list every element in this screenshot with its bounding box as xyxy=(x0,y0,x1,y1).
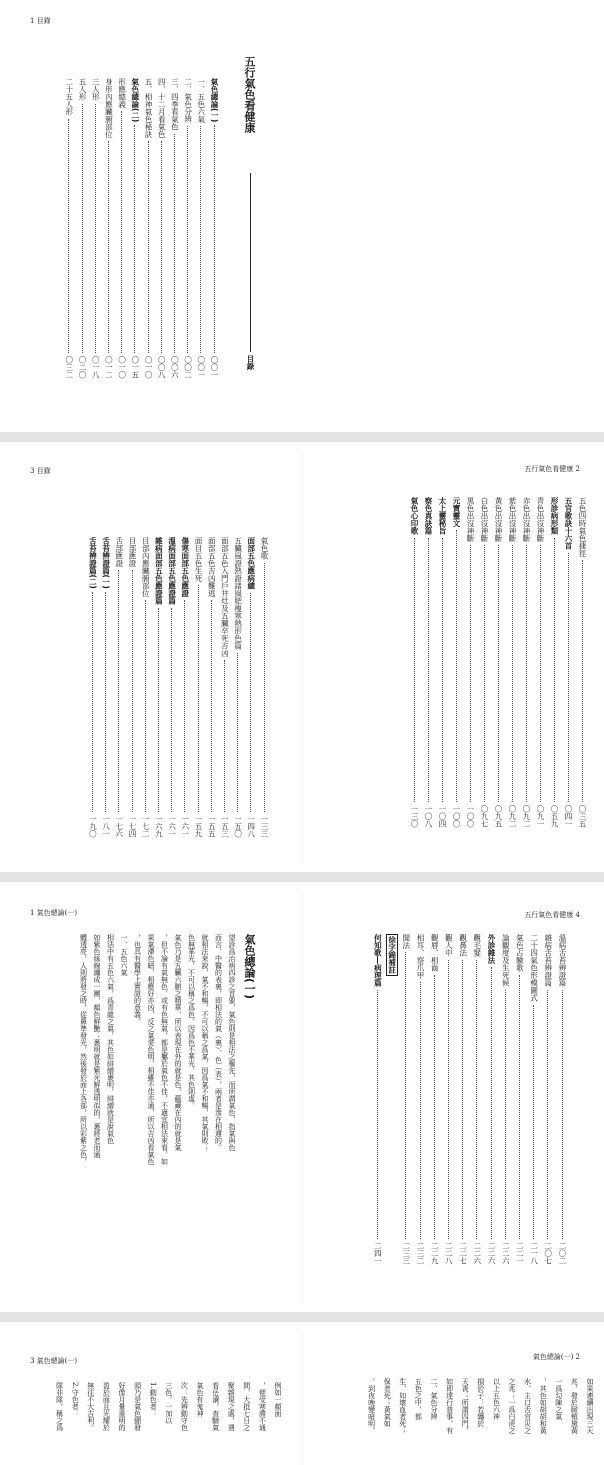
toc-entry xyxy=(464,497,476,827)
leader-dots xyxy=(121,111,122,353)
toc-page-number: 二二六 xyxy=(501,1241,511,1264)
toc-entry xyxy=(182,78,194,378)
toc-page-number: 〇一〇 xyxy=(144,355,153,378)
toc-entry-label: 目部內應臟腑部位 xyxy=(141,537,151,597)
text-column: 看岳瀆，查驗氣 xyxy=(211,1382,220,1431)
toc-entry xyxy=(556,934,568,1264)
toc-entry-label: 青色出沒神斷 xyxy=(536,497,545,542)
toc-entry-label: 徐字錦補註 xyxy=(387,936,397,974)
toc-entry xyxy=(520,497,532,827)
leader-dots xyxy=(105,592,106,812)
toc-entry xyxy=(513,934,525,1264)
leader-dots xyxy=(82,104,83,353)
toc-entry-label: 面部五色吉凶難逃 xyxy=(207,537,217,597)
text-column: 聚雜現之處，遇 xyxy=(227,1382,236,1431)
toc-entry-label: 五臟風證熱證諸風肥瘦寒熱形色篇 xyxy=(233,537,243,650)
text-column: 氣色乃是五臟六腑之精華，所以表現在外的就是色，蘊藏在內的就是氣 xyxy=(174,934,182,1151)
toc-entry xyxy=(89,78,101,378)
toc-label: 目錄 xyxy=(246,355,255,370)
text-column: 頭乃是氣色顯發 xyxy=(133,1382,142,1431)
text-column: 損於子：若纏於 xyxy=(476,1378,485,1427)
toc-page-number: 二三二 xyxy=(416,1241,425,1264)
leader-dots xyxy=(582,560,583,802)
running-header-right: 氣色總論(一) 2 xyxy=(532,1353,580,1361)
leader-dots xyxy=(68,119,69,353)
toc-entry-label: 氣色總論(二) xyxy=(130,78,140,123)
toc-entry xyxy=(100,537,112,837)
text-column: 1.動色者： xyxy=(149,1382,158,1417)
leader-dots xyxy=(145,600,146,812)
toc-page-number: 一三三 xyxy=(260,814,269,837)
toc-entry xyxy=(102,78,114,378)
book-title: 五行氣色看健康 xyxy=(243,56,256,133)
toc-entry-label: 太上靈秘旨 xyxy=(438,497,447,535)
text-column: 三色，一加以 xyxy=(164,1382,173,1424)
leader-dots xyxy=(442,538,443,802)
toc-entry xyxy=(192,537,204,837)
running-header-left: 3 目錄 xyxy=(30,467,51,475)
toc-entry xyxy=(168,78,180,378)
running-header: 1 目錄 xyxy=(30,17,51,25)
toc-entry xyxy=(492,497,504,827)
text-column: ，也具有醫學上實證的意義。 xyxy=(133,934,142,1025)
leader-dots xyxy=(554,538,555,802)
leader-dots xyxy=(214,125,215,352)
toc-page-number: 一三〇 xyxy=(410,804,419,827)
toc-entry-label: 形診病形類 xyxy=(550,497,559,535)
leader-dots xyxy=(547,990,548,1239)
toc-page-number: 二二六 xyxy=(472,1241,482,1264)
toc-page-number: 二二一 xyxy=(515,1241,525,1264)
toc-page-number: 〇二〇 xyxy=(78,355,87,378)
text-column: 如即達行普事，有 xyxy=(445,1378,454,1434)
toc-page-number: 一〇八 xyxy=(424,804,433,827)
toc-entry xyxy=(442,934,454,1264)
leader-dots xyxy=(171,608,172,812)
toc-page-number: 〇一〇 xyxy=(117,355,127,378)
toc-page-number: 一七二 xyxy=(141,814,151,837)
toc-entry xyxy=(152,537,164,837)
leader-dots xyxy=(405,952,406,1239)
toc-page-number: 〇四一 xyxy=(564,804,573,827)
toc-page-number: 二〇二 xyxy=(558,1241,567,1264)
toc-page-number: 〇九二 xyxy=(508,804,517,827)
leader-dots xyxy=(491,967,492,1239)
leader-dots xyxy=(519,975,520,1239)
toc-page-number: 〇〇八 xyxy=(157,355,167,378)
toc-page-number: 一五三 xyxy=(220,814,230,837)
text-column: 例如一顏面 xyxy=(274,1382,282,1417)
toc-page-number: 〇九一 xyxy=(536,804,545,827)
toc-entry-label: 溫病面部五色應證篇 xyxy=(167,537,177,605)
toc-entry xyxy=(436,497,448,827)
page-spread-3 xyxy=(0,882,604,1312)
toc-entry xyxy=(450,497,462,827)
toc-entry xyxy=(528,934,540,1264)
toc-entry-label: 身形內應臟腑部位 xyxy=(104,78,114,138)
leader-dots xyxy=(414,538,415,802)
toc-entry xyxy=(155,78,167,378)
toc-entry xyxy=(414,934,426,1264)
toc-entry-label: 目部應證 xyxy=(128,537,137,567)
text-column: 果氣滯色暗，相應好亦凶，反之氣愛色明，相雖不佳亦通，所以吉凶看氣色 xyxy=(147,934,155,1165)
toc-entry xyxy=(142,78,154,378)
toc-entry-label: 觀鼻法 xyxy=(458,934,468,957)
leader-dots xyxy=(428,538,429,802)
leader-dots xyxy=(184,600,185,812)
leader-dots xyxy=(476,960,477,1239)
text-column: 如紫色絲線纏成一團，顏色鮮艷；裹明就是紫光鮮透明似的，裹將老而通 xyxy=(93,934,101,1158)
text-column: 如果連續出現三天 xyxy=(586,1378,594,1434)
leader-dots xyxy=(512,545,513,802)
toc-entry-label: 赤色出沒神斷 xyxy=(522,497,531,542)
leader-dots xyxy=(562,990,563,1239)
toc-page-number: 一七四 xyxy=(128,814,137,837)
toc-entry xyxy=(562,497,574,827)
page-spread-4 xyxy=(0,1322,604,1465)
toc-entry-label: 二、氣色分辨 xyxy=(183,78,193,123)
text-column: 相法中有五色六氣，爲青龍之氣，其色如緋繒裹明，緋繒就是說氣色 xyxy=(106,934,115,1144)
leader-dots xyxy=(132,570,133,812)
leader-dots xyxy=(434,975,435,1239)
toc-entry xyxy=(258,537,270,837)
text-column: 隊非隊，稱之爲 xyxy=(55,1382,64,1431)
toc-page-number: 二四一 xyxy=(373,1241,383,1264)
toc-page-number: 〇三五 xyxy=(578,804,587,827)
toc-entry-label: 紫色出沒神斷 xyxy=(508,497,517,542)
chapter-title: 氣色總論(一) xyxy=(243,934,256,1000)
running-header-right: 五行氣色看健康 4 xyxy=(524,911,580,919)
toc-page-number: 二二七 xyxy=(458,1241,468,1264)
toc-page-number: 〇九二 xyxy=(522,804,531,827)
leader-dots xyxy=(198,585,199,812)
toc-entry xyxy=(76,78,88,378)
leader-dots xyxy=(462,960,463,1239)
toc-entry-label: 雜病舌苔辨證篇 xyxy=(543,934,553,987)
toc-page-number: 一九〇 xyxy=(88,814,98,837)
text-column: 次：先辨動守色 xyxy=(180,1382,189,1431)
toc-entry-label: 元寶靈文 xyxy=(452,497,461,527)
toc-page-number: 〇一二 xyxy=(104,355,114,378)
leader-dots xyxy=(448,960,449,1239)
text-column: 望診爲治病四診之首要，氣色則是相法之樞先，而所謂氣色，指氣與色 xyxy=(228,934,236,1151)
text-column: 就相法來說，氣不和暢，不可以稱之爲氣，因爲氣不和暢，其氣則敗； xyxy=(201,934,209,1151)
toc-page-number: 一七六 xyxy=(114,814,124,837)
running-header-left: 3 氣色總論(一) xyxy=(30,1357,78,1365)
leader-dots xyxy=(118,570,119,812)
toc-entry xyxy=(129,78,141,378)
toc-entry xyxy=(371,934,383,1264)
toc-page-number: 一八一 xyxy=(101,814,111,837)
toc-entry xyxy=(506,497,518,827)
text-column: 兆，發於臉頰黛黃 xyxy=(570,1378,579,1434)
toc-entry xyxy=(232,537,244,837)
toc-entry-label: 溫病舌苔辨證篇 xyxy=(558,934,567,987)
leader-dots xyxy=(264,563,265,812)
text-column: 天喪；所謂四門， xyxy=(461,1378,470,1434)
toc-entry-label: 五官歌訣十六首 xyxy=(564,497,573,550)
leader-dots xyxy=(540,545,541,802)
toc-entry xyxy=(166,537,178,837)
toc-entry-label: 一、五色六氣 xyxy=(196,78,206,123)
toc-page-number: 〇一五 xyxy=(130,355,140,378)
toc-entry xyxy=(548,497,560,827)
toc-entry xyxy=(478,497,490,827)
toc-entry xyxy=(471,934,483,1264)
text-column: 二、氣色分辨 xyxy=(430,1378,438,1420)
leader-dots xyxy=(237,653,238,812)
toc-page-number: 〇九七 xyxy=(480,804,489,827)
toc-entry-label: 白色出沒神斷 xyxy=(480,497,489,542)
text-column: 2.守色者： xyxy=(71,1382,80,1417)
text-column: 色無華光，不可以稱之爲色，因爲色不華光，其色則虛。 xyxy=(187,934,196,1109)
toc-page-number: 二二六 xyxy=(487,1241,496,1264)
text-column: ，到夜晚變暗明， xyxy=(367,1378,376,1434)
text-column: 五色之中，都 xyxy=(414,1378,423,1420)
text-column: 間，大抵七日之 xyxy=(242,1382,251,1431)
toc-entry xyxy=(542,934,554,1264)
toc-entry xyxy=(116,78,128,378)
toc-heading xyxy=(244,170,256,370)
text-column: 之兆；一爲白虎之 xyxy=(508,1378,516,1434)
toc-entry xyxy=(218,537,230,837)
toc-entry-label: 舌苔辨證篇(一) xyxy=(101,537,111,589)
leader-dots xyxy=(470,545,471,802)
toc-page-number: 一〇四 xyxy=(438,804,447,827)
leader-dots xyxy=(526,545,527,802)
leader-dots xyxy=(250,593,251,812)
toc-page-number: 一六九 xyxy=(154,814,164,837)
toc-entry xyxy=(139,537,151,837)
text-column: 體透亮，人則將發之時，從鼻準發光，然後發於面上各部，所以彩紫之色， xyxy=(79,934,88,1165)
text-column: 氣色有鬼神 xyxy=(196,1382,204,1417)
toc-entry-label: 察色真訣篇 xyxy=(424,497,433,535)
toc-entry-label: 五色四時氣色捷徑 xyxy=(578,497,587,557)
leader-dots xyxy=(420,982,421,1239)
toc-page-number: 〇一八 xyxy=(91,355,101,378)
text-column: ，便受寒滯不通 xyxy=(258,1382,267,1431)
toc-page-number: 〇〇六 xyxy=(170,355,180,378)
leader-dots xyxy=(484,545,485,802)
toc-entry-label: 面目五色生死 xyxy=(194,537,203,582)
toc-entry-label: 黃色出沒神斷 xyxy=(494,497,503,542)
toc-entry xyxy=(422,497,434,827)
toc-entry xyxy=(408,497,420,827)
leader-dots xyxy=(377,990,378,1239)
toc-entry-label: 舌部應證 xyxy=(114,537,124,567)
toc-entry-label: 黑色出沒神斷 xyxy=(466,497,475,542)
toc-page-number: 二三三 xyxy=(401,1241,411,1264)
toc-entry-label: 三人形 xyxy=(91,78,101,101)
toc-entry-label: 傷寒面部五色應證 xyxy=(180,537,190,597)
toc-page-number: 一〇〇 xyxy=(452,804,461,827)
toc-page-number: 一六一 xyxy=(180,814,190,837)
text-column: 以上五色六神 xyxy=(492,1378,501,1420)
toc-entry xyxy=(195,78,207,378)
leader-dots xyxy=(568,553,569,802)
toc-entry xyxy=(86,537,98,837)
toc-entry-label: 三、四季看氣色 xyxy=(170,78,180,131)
toc-entry xyxy=(245,537,257,837)
toc-entry-label: 觀唇、相齒 xyxy=(430,934,440,972)
toc-entry xyxy=(428,934,440,1264)
leader-dots xyxy=(92,592,93,812)
text-column: 盈於面且光耀於 xyxy=(102,1382,111,1431)
running-header-right: 五行氣色看健康 2 xyxy=(524,465,580,473)
leader-dots xyxy=(505,990,506,1239)
toc-entry-label: 雜病面部五色應證篇 xyxy=(154,537,164,605)
toc-entry xyxy=(534,497,546,827)
toc-entry-label: 形應總義 xyxy=(117,78,127,108)
text-column: 一、五色六氣 xyxy=(120,934,128,976)
toc-entry-label: 論觀度及生死候 xyxy=(501,934,511,987)
leader-dots xyxy=(134,125,135,352)
toc-entry-label: 何知歌—病理篇 xyxy=(373,934,383,987)
toc-page-number: 二一八 xyxy=(529,1241,539,1264)
toc-entry-label: 外診雜法 xyxy=(487,934,496,964)
leader-dots xyxy=(200,126,201,353)
toc-entry-label: 氣色心印歌 xyxy=(410,497,419,535)
leader-dots xyxy=(95,104,96,353)
text-column: 好像月暈重明的 xyxy=(118,1382,126,1431)
toc-entry-label: 舌苔辨證篇(二) xyxy=(88,537,98,589)
leader-dots xyxy=(148,141,149,353)
leader-dots xyxy=(108,141,109,353)
leader-dots xyxy=(161,141,162,353)
toc-entry-label: 五人形 xyxy=(78,78,87,101)
leader-dots xyxy=(174,134,175,353)
toc-entry-label: 氣色歌 xyxy=(260,537,269,560)
running-header-left: 1 氣色總論(一) xyxy=(30,909,78,917)
toc-entry xyxy=(113,537,125,837)
leader-dots xyxy=(533,1005,534,1239)
leader-dots xyxy=(211,600,212,812)
text-column: 一爲勾陳之氣 xyxy=(554,1378,563,1420)
toc-entry xyxy=(400,934,412,1264)
toc-page-number: 〇〇二 xyxy=(183,355,193,378)
toc-entry xyxy=(576,497,588,827)
leader-dots xyxy=(224,660,225,812)
toc-page-number: 二二九 xyxy=(430,1241,440,1264)
text-column: 無往不大吉利。 xyxy=(86,1382,95,1431)
text-column: ，但不論有氣無色，或有色無氣，都是屬於氣色不佳，不適宜相法來看。如 xyxy=(160,934,169,1165)
leader-dots xyxy=(187,126,188,353)
toc-entry xyxy=(457,934,469,1264)
toc-entry xyxy=(126,537,138,837)
page-spread-2 xyxy=(0,442,604,872)
toc-entry-label: 面部五色入門戶井灶及五臟卒死吉凶 xyxy=(220,537,230,657)
toc-entry-label: 二十四氣色形模圖式 xyxy=(529,934,539,1002)
toc-entry xyxy=(205,537,217,837)
toc-entry xyxy=(386,934,398,1264)
text-column: 生，如壞血者死； xyxy=(398,1378,407,1434)
toc-page-number: 一五五 xyxy=(207,814,217,837)
toc-entry xyxy=(179,537,191,837)
text-column: ，其色如胡胡和黃 xyxy=(539,1378,548,1434)
toc-entry xyxy=(208,78,220,378)
toc-page-number: 二〇七 xyxy=(543,1241,553,1264)
text-column: 而言，中醫的表裏，即相法的氣（裏）、色（表），兩者是滲在相邇的。 xyxy=(214,934,223,1151)
toc-page-number: 二二八 xyxy=(444,1241,454,1264)
toc-entry-label: 二十五人形 xyxy=(64,78,74,116)
toc-entry-label: 四、十二月看氣色 xyxy=(157,78,167,138)
toc-entry xyxy=(485,934,497,1264)
leader-dots xyxy=(158,608,159,812)
page-spread-1 xyxy=(0,0,604,432)
toc-page-number: 〇〇一 xyxy=(196,355,206,378)
toc-page-number: 〇〇一 xyxy=(210,355,219,378)
toc-page-number: 〇九五 xyxy=(494,804,503,827)
toc-page-number: 〇五九 xyxy=(550,804,559,827)
toc-entry-label: 氣色總論(一) xyxy=(210,78,219,123)
toc-entry-label: 五、相神氣色秘訣 xyxy=(144,78,153,138)
toc-entry-label: 觀毛髮 xyxy=(472,934,482,957)
toc-page-number: 一五九 xyxy=(194,814,203,837)
toc-page-number: 一五〇 xyxy=(233,814,243,837)
toc-page-number: 〇三二 xyxy=(64,355,74,378)
toc-entry-label: 相耳、察爪甲 xyxy=(416,934,425,979)
leader-dots xyxy=(498,545,499,802)
toc-page-number: 一六一 xyxy=(167,814,177,837)
leader-dots xyxy=(456,530,457,802)
toc-page-number: 一四八 xyxy=(246,814,256,837)
toc-page-number: 一〇〇 xyxy=(466,804,475,827)
toc-entry xyxy=(499,934,511,1264)
toc-entry-label: 聞法 xyxy=(401,934,411,949)
text-column: 保者死；黃氣如 xyxy=(383,1378,392,1427)
toc-entry xyxy=(63,78,75,378)
toc-entry-label: 面部五色應病總 xyxy=(246,537,256,590)
toc-entry-label: 氣色占驗歌 xyxy=(515,934,525,972)
text-column: 水，主口舌官災之 xyxy=(523,1378,532,1434)
toc-entry-label: 觀人中 xyxy=(444,934,454,957)
